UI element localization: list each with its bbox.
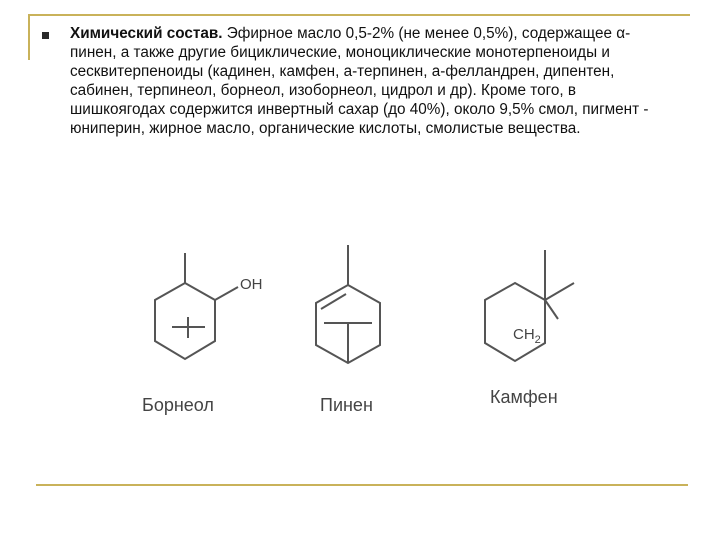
borneol-label: Борнеол bbox=[142, 395, 214, 415]
pinene-structure bbox=[300, 235, 430, 420]
pinene-label: Пинен bbox=[320, 395, 373, 415]
composition-paragraph bbox=[70, 24, 670, 138]
square-bullet-icon bbox=[42, 32, 49, 39]
camphene-group-label: $CH_2$ bbox=[513, 326, 541, 346]
frame-left-line bbox=[28, 14, 30, 60]
borneol-group-label: OH bbox=[240, 276, 263, 293]
paragraph-heading: Химический состав. bbox=[70, 25, 223, 42]
pinene-ring bbox=[316, 245, 380, 363]
paragraph-body: Эфирное масло 0,5-2% (не менее 0,5%), содержащее α-пинен, а также другие бициклические, моноциклические монотерпеноиды и сесквитерпеноиды (кадинен, камфен, а-терпинен, а-фелландрен, дипентен, сабинен, терпинеол, борнеол, изоборнеол, цидрол и др). Кроме того, в шишкоягодах содержится инвертный сахар (до 40%), около 9,5% смол, пигмент - юниперин, жирное масло, органические кислоты, смолистые вещества. bbox=[70, 25, 649, 137]
camphene-structure bbox=[470, 235, 610, 420]
camphene-label: Камфен bbox=[490, 387, 558, 407]
borneol-ring bbox=[155, 253, 238, 359]
borneol-structure bbox=[130, 235, 290, 420]
frame-top-line bbox=[28, 14, 690, 16]
frame-bottom-line bbox=[36, 484, 688, 486]
camphene-ring bbox=[485, 250, 574, 361]
